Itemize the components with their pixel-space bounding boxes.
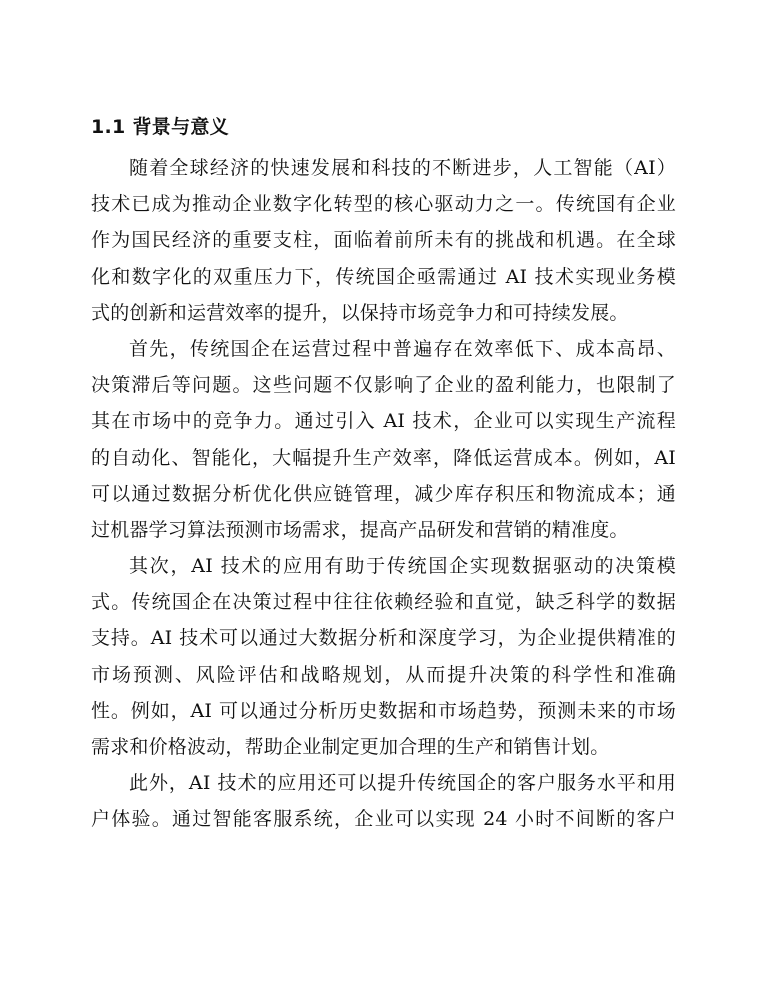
text-line: 市场预测、风险评估和战略规划，从而提升决策的科学性和准确 — [91, 663, 676, 686]
text-line: 户体验。通过智能客服系统，企业可以实现 24 小时不间断的客户 — [91, 808, 676, 831]
text-line: 可以通过数据分析优化供应链管理，减少库存积压和物流成本；通 — [91, 482, 676, 505]
text-line: 的自动化、智能化，大幅提升生产效率，降低运营成本。例如，AI — [91, 446, 676, 469]
section-heading: 1.1 背景与意义 — [91, 116, 229, 138]
text-line: 过机器学习算法预测市场需求，提高产品研发和营销的精准度。 — [91, 518, 629, 541]
text-line: 式的创新和运营效率的提升，以保持市场竞争力和可持续发展。 — [91, 301, 629, 324]
paragraph-second-point — [91, 548, 676, 765]
paragraph-background — [91, 150, 676, 331]
text-line: 此外，AI 技术的应用还可以提升传统国企的客户服务水平和用 — [129, 772, 676, 795]
text-line: 式。传统国企在决策过程中往往依赖经验和直觉，缺乏科学的数据 — [91, 591, 676, 614]
text-line: 化和数字化的双重压力下，传统国企亟需通过 AI 技术实现业务模 — [91, 265, 676, 288]
text-line: 作为国民经济的重要支柱，面临着前所未有的挑战和机遇。在全球 — [91, 229, 676, 252]
text-line: 性。例如，AI 可以通过分析历史数据和市场趋势，预测未来的市场 — [91, 699, 676, 722]
text-line: 其次，AI 技术的应用有助于传统国企实现数据驱动的决策模 — [129, 555, 676, 578]
text-line: 首先，传统国企在运营过程中普遍存在效率低下、成本高昂、 — [129, 337, 676, 360]
paragraph-first-point — [91, 331, 676, 548]
text-line: 决策滞后等问题。这些问题不仅影响了企业的盈利能力，也限制了 — [91, 374, 676, 397]
text-line: 随着全球经济的快速发展和科技的不断进步，人工智能（AI） — [129, 157, 676, 179]
text-line: 需求和价格波动，帮助企业制定更加合理的生产和销售计划。 — [91, 736, 610, 758]
document-body — [91, 150, 676, 838]
text-line: 其在市场中的竞争力。通过引入 AI 技术，企业可以实现生产流程 — [91, 410, 676, 433]
text-line: 支持。AI 技术可以通过大数据分析和深度学习，为企业提供精准的 — [91, 627, 676, 650]
text-line: 技术已成为推动企业数字化转型的核心驱动力之一。传统国有企业 — [91, 193, 676, 216]
paragraph-third-point — [91, 765, 676, 837]
